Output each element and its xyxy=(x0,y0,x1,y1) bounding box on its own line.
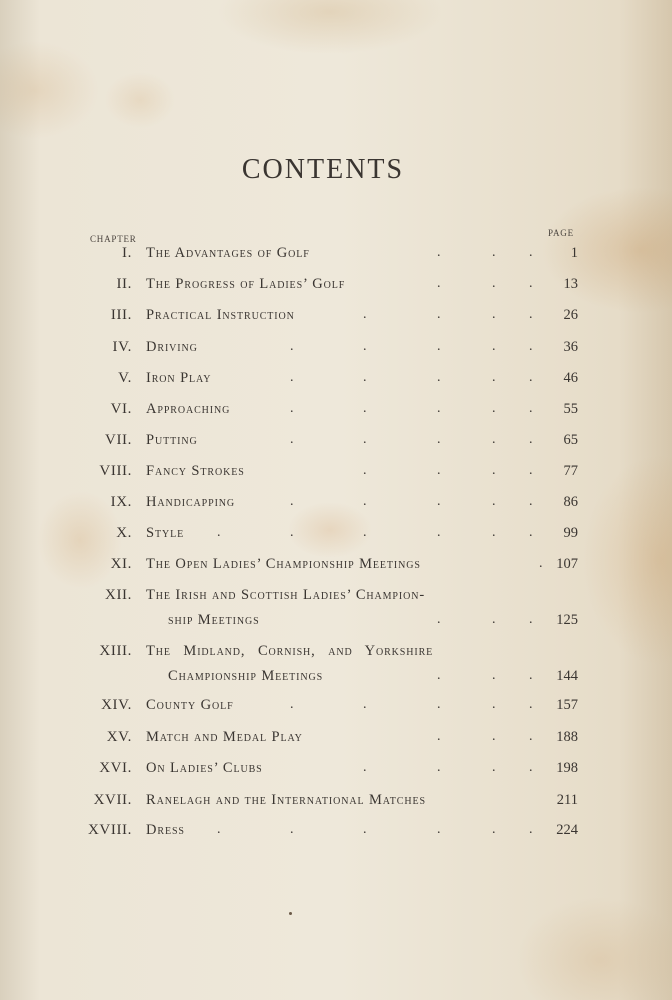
chapter-numeral: X. xyxy=(116,525,132,541)
toc-entry-2: II. The Progress of Ladies’ Golf . . . 13 xyxy=(116,276,578,292)
toc-entry-5: V. Iron Play . . . . . 46 xyxy=(118,370,578,386)
chapter-title: Putting xyxy=(146,432,198,448)
toc-entry-14: XIV. County Golf . . . . . 157 xyxy=(101,697,578,713)
toc-entry-8: VIII. Fancy Strokes . . . . 77 xyxy=(99,463,578,479)
chapter-numeral: XV. xyxy=(106,729,132,745)
chapter-numeral: IV. xyxy=(112,339,132,355)
chapter-title: Iron Play xyxy=(146,370,212,386)
toc-entry-9: IX. Handicapping . . . . . 86 xyxy=(110,494,578,510)
chapter-title: Driving xyxy=(146,339,198,355)
paper-speck xyxy=(289,912,292,915)
page-number: 86 xyxy=(563,494,578,510)
chapter-title: On Ladies’ Clubs xyxy=(146,760,263,776)
page-number: 65 xyxy=(563,432,578,448)
toc-entry-1: I. The Advantages of Golf . . . 1 xyxy=(122,245,578,261)
chapter-numeral: XVII. xyxy=(93,792,132,808)
page-number: 36 xyxy=(563,339,578,355)
chapter-title: Style xyxy=(146,525,185,541)
chapter-numeral: XI. xyxy=(110,556,132,572)
toc-entry-4: IV. Driving . . . . . 36 xyxy=(112,339,578,355)
chapter-numeral: V. xyxy=(118,370,132,386)
chapter-title: The Open Ladies’ Championship Meetings xyxy=(146,556,421,572)
toc-entry-13: XIII. The Midland, Cornish, and Yorkshire Championship Meetings . . . 144 xyxy=(99,643,578,684)
page-number: 188 xyxy=(556,729,578,745)
chapter-title: Ranelagh and the International Matches xyxy=(146,792,426,808)
chapter-numeral: XIII. xyxy=(99,643,132,659)
page-number: 198 xyxy=(556,760,578,776)
toc-entry-7: VII. Putting . . . . . 65 xyxy=(105,432,578,448)
chapter-numeral: XIV. xyxy=(101,697,132,713)
page-number: 224 xyxy=(556,822,578,838)
chapter-title: The Midland, Cornish, and Yorkshire xyxy=(146,643,434,659)
page-number: 46 xyxy=(563,370,578,386)
page-number: 1 xyxy=(570,245,578,261)
chapter-title: Fancy Strokes xyxy=(146,463,245,479)
toc-entry-15: XV. Match and Medal Play . . . 188 xyxy=(106,729,578,745)
page-number: 77 xyxy=(563,463,578,479)
chapter-numeral: I. xyxy=(122,245,132,261)
chapter-title: County Golf xyxy=(146,697,234,713)
toc-entry-16: XVI. On Ladies’ Clubs . . . . 198 xyxy=(99,760,578,776)
chapter-column-heading: CHAPTER xyxy=(90,234,137,244)
chapter-numeral: III. xyxy=(110,307,132,323)
chapter-title-continued: Championship Meetings xyxy=(168,668,324,684)
chapter-title: Dress xyxy=(146,822,185,838)
page-number: 99 xyxy=(563,525,578,541)
chapter-title: The Progress of Ladies’ Golf xyxy=(146,276,346,292)
toc-entry-18: XVIII. Dress . . . . . . 224 xyxy=(87,822,578,838)
toc-entry-6: VI. Approaching . . . . . 55 xyxy=(110,401,578,417)
chapter-title: The Advantages of Golf xyxy=(146,245,310,261)
page-number: 26 xyxy=(563,307,578,323)
page-number: 157 xyxy=(556,697,578,713)
toc-entry-11: XI. The Open Ladies’ Championship Meetings . 107 xyxy=(110,556,578,572)
chapter-numeral: VI. xyxy=(110,401,132,417)
toc-entry-3: III. Practical Instruction . . . . 26 xyxy=(110,307,578,323)
chapter-numeral: VII. xyxy=(105,432,132,448)
chapter-numeral: VIII. xyxy=(99,463,132,479)
chapter-numeral: XVI. xyxy=(99,760,132,776)
page-number: 55 xyxy=(563,401,578,417)
chapter-title: Match and Medal Play xyxy=(146,729,303,745)
chapter-title-continued: ship Meetings xyxy=(168,612,260,628)
chapter-numeral: IX. xyxy=(110,494,132,510)
toc-entry-10: X. Style . . . . . . 99 xyxy=(116,525,578,541)
chapter-numeral: XVIII. xyxy=(87,822,132,838)
page-number: 107 xyxy=(556,556,578,572)
chapter-title: Approaching xyxy=(146,401,231,417)
chapter-title: Practical Instruction xyxy=(146,307,295,323)
contents-title: CONTENTS xyxy=(241,154,405,185)
page-number: 125 xyxy=(556,612,578,628)
page-number: 144 xyxy=(556,668,578,684)
toc-entry-17 xyxy=(0,792,600,814)
page-number: 13 xyxy=(563,276,578,292)
page-column-heading: PAGE xyxy=(548,228,574,238)
page-number: 211 xyxy=(556,792,578,808)
chapter-title: The Irish and Scottish Ladies’ Champion- xyxy=(146,587,426,603)
chapter-title: Handicapping xyxy=(146,494,236,510)
toc-entry-12: XII. The Irish and Scottish Ladies’ Champion- ship Meetings . . . 125 xyxy=(105,587,578,628)
chapter-numeral: II. xyxy=(116,276,132,292)
chapter-numeral: XII. xyxy=(105,587,132,603)
